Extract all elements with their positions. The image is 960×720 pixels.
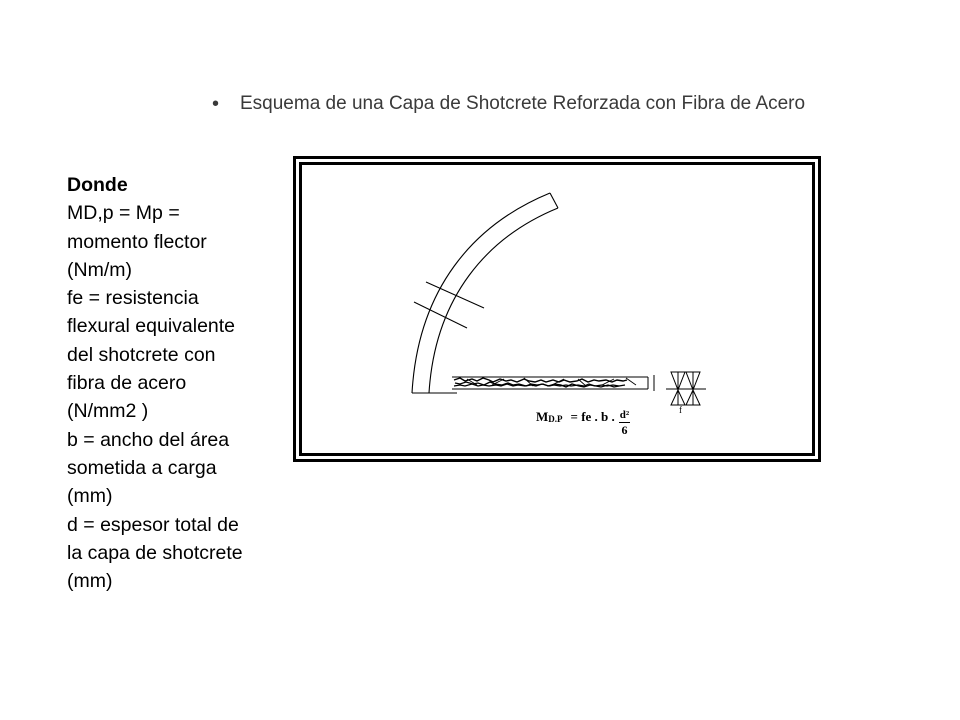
stress-label: f [679,405,682,415]
legend-line: fibra de acero [67,372,187,395]
section-cut-line [414,302,467,328]
formula-fraction [619,409,630,437]
formula-rhs: = fe . b . [570,409,615,424]
moment-formula [536,409,696,445]
legend-line: (mm) [67,485,113,508]
legend-line: b = ancho del área [67,428,230,451]
legend-title: Donde [67,174,128,196]
legend-line: flexural equivalente [67,315,236,338]
heading-text: Esquema de una Capa de Shotcrete Reforzada con Fibra de Acero [240,93,806,114]
formula-numerator: d² [619,409,630,421]
arch-top-cap [550,193,558,208]
section-cut-line [426,282,484,308]
legend-line: fe = resistencia [67,287,199,310]
legend-line: la capa de shotcrete [67,541,243,564]
slide-heading [212,89,872,119]
fiber-slab [452,377,648,389]
legend-line: d = espesor total de [67,513,239,536]
formula-denominator: 6 [621,423,628,437]
shotcrete-diagram [293,156,821,462]
legend-line: momento flector [67,230,207,253]
formula-lhs-subscript: D.P [548,414,563,424]
legend-line: (Nm/m) [67,258,132,281]
formula-lhs: M [536,409,549,424]
legend-line: MD,p = Mp = [67,202,180,225]
legend-line: (N/mm2 ) [67,400,149,423]
legend-line: sometida a carga [67,456,217,479]
legend-text [67,171,292,595]
legend-line: del shotcrete con [67,343,216,366]
legend-line: (mm) [67,570,113,593]
arch-inner-edge [429,208,558,393]
bullet-icon: • [212,92,220,115]
